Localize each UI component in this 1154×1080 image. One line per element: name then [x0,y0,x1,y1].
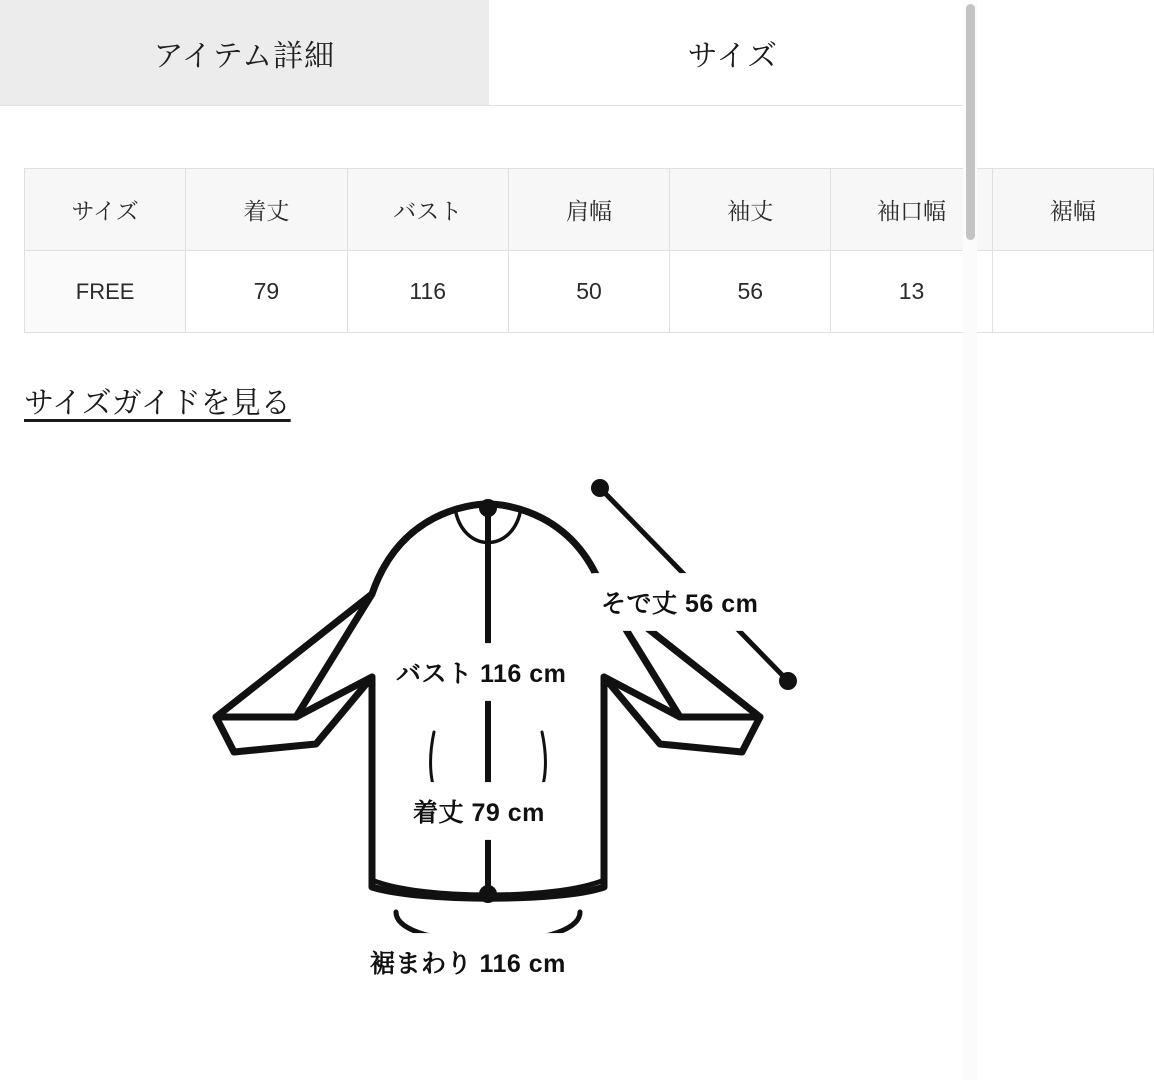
table-cell-sleeve: 56 [670,251,831,333]
garment-diagram [0,482,977,1002]
garment-illustration-svg [0,482,977,1002]
table-header-cell-hem: 裾幅 [992,169,1153,251]
table-header-cell-shoulder: 肩幅 [508,169,669,251]
table-header-cell-length: 着丈 [186,169,347,251]
callout-hem: 裾まわり 116 cm [352,934,584,990]
size-table [24,168,1154,333]
tab-bar [0,0,977,106]
table-cell-hem [992,251,1153,333]
tab-item-details-label: アイテム詳細 [153,39,336,73]
table-header-row [25,169,1154,251]
table-cell-length: 79 [186,251,347,333]
callout-bust: バスト 116 cm [378,644,584,700]
table-cell-shoulder: 50 [508,251,669,333]
scrollbar-thumb[interactable] [966,4,975,240]
table-cell-bust: 116 [347,251,508,333]
table-row [25,251,1154,333]
tab-item-details[interactable] [0,0,489,105]
callout-length: 着丈 79 cm [395,783,563,839]
table-header-cell-cuff: 袖口幅 [831,169,992,251]
table-cell-size: FREE [25,251,186,333]
table-cell-cuff: 13 [831,251,992,333]
callout-sleeve: そで丈 56 cm [583,574,776,630]
table-header-cell-bust: バスト [347,169,508,251]
tab-size-label: サイズ [687,39,779,73]
table-header-cell-sleeve: 袖丈 [670,169,831,251]
table-header-cell-size: サイズ [25,169,186,251]
vertical-scrollbar[interactable] [963,0,977,1080]
size-table-scroll-area[interactable] [0,168,1096,333]
tab-size[interactable] [489,0,978,105]
size-guide-link[interactable]: サイズガイドを見る [24,387,291,420]
